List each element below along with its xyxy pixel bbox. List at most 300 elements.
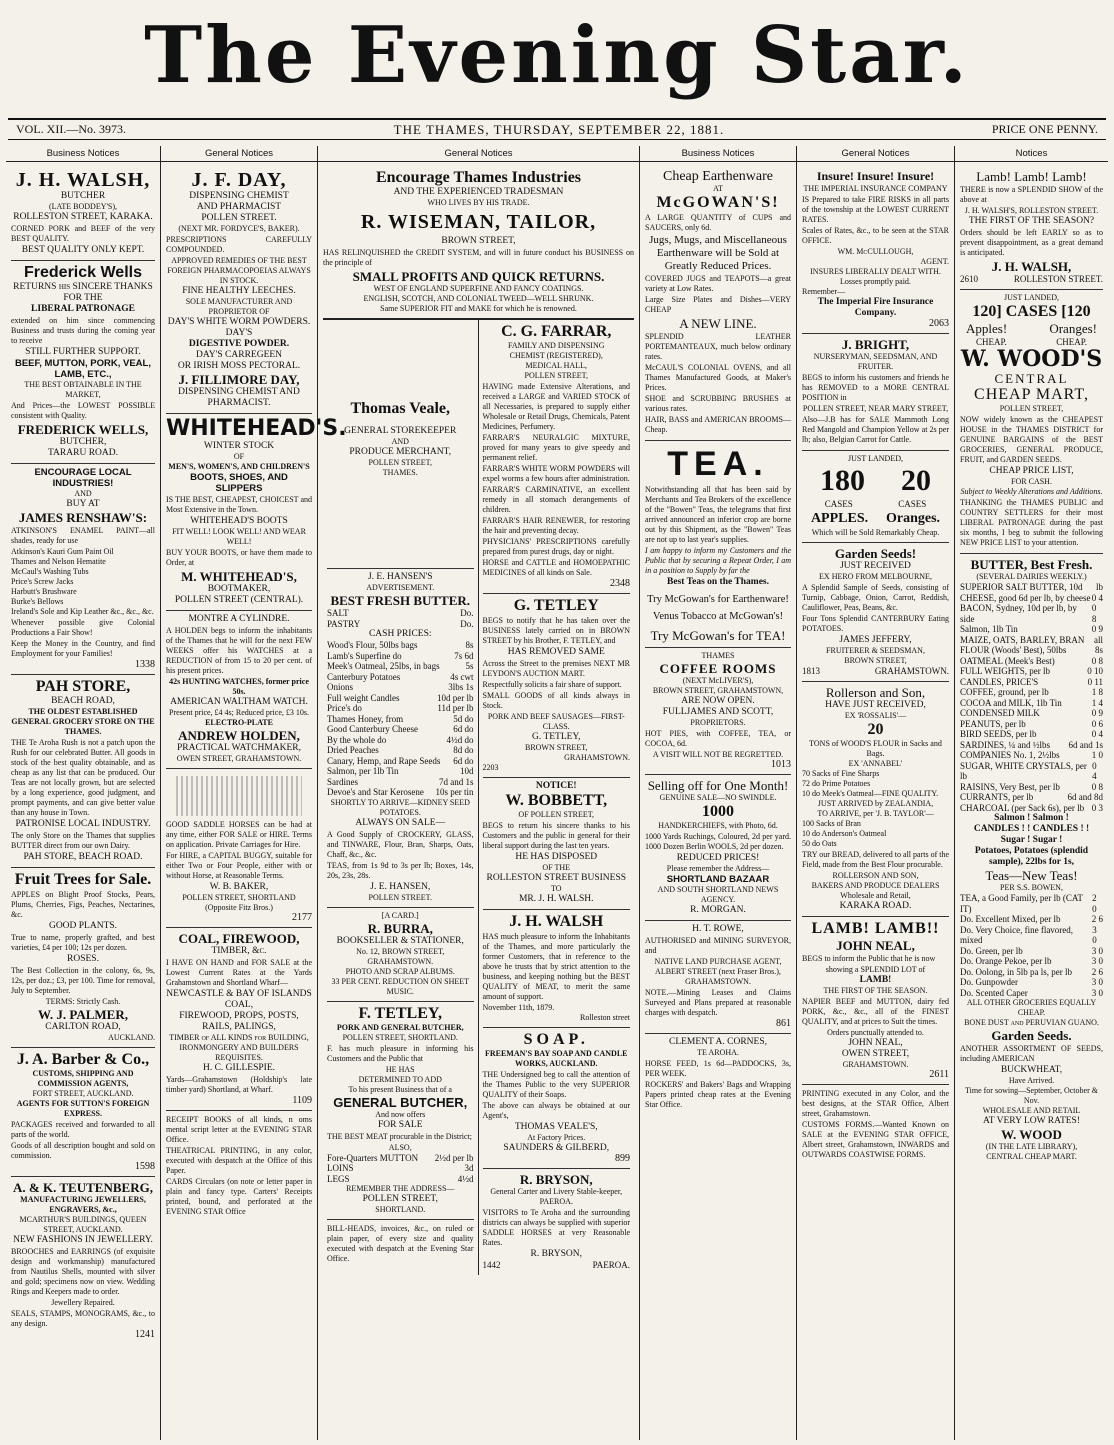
ad-headline: 20 — [867, 720, 884, 738]
ad-line: AND PHARMACIST — [196, 202, 282, 212]
ad-line: Best Teas on the Thames. — [667, 577, 769, 587]
price-value: lb — [1095, 582, 1103, 592]
ad-line: Same SUPERIOR FIT and MAKE for which he is renowned. — [380, 304, 577, 313]
ad-line: Subject to Weekly Alterations and Additions. — [960, 487, 1103, 496]
price-item: Full weight Candles — [327, 692, 400, 703]
ad-line: WM. McCULLOUGH, — [837, 247, 914, 256]
ad-text: ROCKERS' and Bakers' Bags and Wrapping Papers printed cheap rates at the Evening Star Office. — [645, 1080, 791, 1109]
ad-line: THAMES — [701, 651, 735, 660]
ad-text: F. has much pleasure in informing his Customers and the Public that — [327, 1043, 474, 1063]
ad-line: ALL OTHER GROCERIES EQUALLY CHEAP. — [966, 998, 1097, 1017]
price-item: Do. Gunpowder — [960, 977, 1018, 987]
ad-text: HAIR, BASS and AMERICAN BROOMS—Cheap. — [645, 415, 791, 434]
ad-line: POLLEN STREET, NEAR MARY STREET, — [802, 404, 949, 413]
price-item: Salmon, 1lb Tin — [960, 624, 1018, 634]
ad-headline: TEA. — [667, 445, 769, 483]
price-value: 3 0 — [1091, 977, 1103, 987]
ad-line: 33 PER CENT. REDUCTION ON SHEET MUSIC. — [331, 976, 470, 996]
price-value: 8s — [1094, 645, 1103, 655]
ad-line: PATRONISE LOCAL INDUSTRY. — [15, 819, 151, 829]
ad-line: REMEMBER THE ADDRESS— — [346, 1184, 455, 1193]
ad-line: 10 do Anderson's Oatmeal — [802, 828, 887, 838]
ad-line: THE FIRST OF THE SEASON? — [968, 216, 1095, 226]
ad-text: Four Tons Splendid CANTERBURY Eating POTATOES. — [802, 614, 949, 633]
column-heading: Business Notices — [640, 146, 796, 162]
price-row — [327, 1174, 474, 1185]
ad-text: Whenever possible give Colonial Productions a Fair Show! — [11, 618, 155, 637]
ad-text: HORSE FEED, 1s 6d—PADDOCKS, 3s, PER WEEK. — [645, 1059, 791, 1078]
price-item: Do. Excellent Mixed, per lb — [960, 914, 1061, 924]
ad-text: True to name, properly grafted, and best varieties, £4 per 100; 12s per dozen. — [11, 933, 155, 952]
grade-label: PASTRY — [327, 618, 361, 629]
ad-headline: W. WOOD'S — [960, 346, 1103, 372]
ad-line: TIMBER of ALL KINDS for BUILDING, — [169, 1033, 309, 1042]
price-item: Thames Honey, from — [327, 713, 404, 724]
ad-headline: PAH STORE, — [35, 678, 131, 695]
ad-headline: BEST FRESH BUTTER. — [330, 593, 471, 608]
ad-line: FRUITERER & SEEDSMAN, — [826, 646, 925, 655]
price-row — [327, 1153, 474, 1164]
ad-text: IS Prepared to take FIRE RISKS in all parts of the township at the LOWEST CURRENT RATES. — [802, 195, 949, 224]
ad-text: A Good Supply of CROCKERY, GLASS, and TINWARE, Flour, Bran, Sharps, Oats, Chaff, &c., &c. — [327, 829, 474, 859]
cheap-label: CHEAP. — [1056, 336, 1087, 347]
price-row — [960, 803, 1103, 814]
price-value: 0 4 — [1091, 729, 1103, 739]
ad-line: At Factory Prices. — [527, 1133, 586, 1142]
ad-w-wood-price-list — [960, 554, 1103, 1166]
ad-morgan-bazaar — [645, 775, 791, 921]
ad-line: GENUINE SALE—NO SWINDLE. — [659, 793, 777, 802]
price-row — [960, 708, 1103, 719]
ad-line: CHEMIST (REGISTERED), — [509, 351, 603, 360]
ad-text: TEAS, from 1s 9d to 3s per lb; Boxes, 14s, 20s, 23s, 28s. — [327, 860, 474, 880]
ad-line: APPROVED REMEDIES OF THE BEST FOREIGN PHARMACOPOEIAS ALWAYS IN STOCK. — [167, 256, 311, 285]
price-item: Do. Orange Pekoe, per lb — [960, 956, 1052, 966]
ad-line: CARLTON ROAD, — [45, 1022, 121, 1032]
price-value: 10d per lb — [437, 692, 474, 703]
ad-text: NAPIER BEEF and MUTTON, dairy fed PORK, &c., &c., all of the FINEST QUALITY, and at prices to Suit the times. — [802, 996, 949, 1026]
ad-headline: J. F. DAY, — [191, 169, 287, 191]
ad-line: OF POLLEN STREET, — [518, 810, 595, 819]
ad-line: Jugs, Mugs, and Miscellaneous Earthenware will be Sold at Greatly Reduced Prices. — [649, 234, 787, 272]
ad-text: SMALL GOODS of all kinds always in Stock. — [482, 691, 630, 710]
price-value: 4s cwt — [450, 671, 474, 682]
ad-line: BUY AT — [66, 499, 100, 509]
price-list — [327, 1153, 474, 1185]
ad-line: SOLE MANUFACTURER AND PROPRIETOR OF — [185, 297, 293, 316]
ad-text: HORSE and CATTLE and HOMOEPATHIC MEDICINES of all kinds on Sale. — [482, 558, 630, 577]
ad-text: A HOLDEN begs to inform the inhabitants of the Thames that he will for the next FEW WEEKS offer his WATCHES at a REDUCTION of from 15 to 20 per cent. of his present prices. — [166, 626, 312, 675]
ad-line: FORT STREET, AUCKLAND. — [32, 1089, 134, 1098]
ad-headline: Thomas Veale, — [350, 400, 451, 417]
ad-number: 861 — [776, 1018, 791, 1029]
ad-line: W. J. PALMER, — [38, 1007, 128, 1022]
price-value: 4½d — [457, 1173, 474, 1184]
price-item: Do. Scented Caper — [960, 987, 1028, 998]
ad-line: TO — [550, 884, 562, 893]
ad-text: IS THE BEST, CHEAPEST, CHOICEST and Most Extensive in the Town. — [166, 495, 312, 514]
ad-line: GENERAL BUTCHER, — [333, 1094, 468, 1110]
price-row — [960, 719, 1103, 730]
price-row — [327, 651, 474, 662]
ad-number: 1241 — [135, 1329, 155, 1340]
ad-line: BROWN STREET, — [524, 743, 588, 752]
ad-line: WEST OF ENGLAND SUPERFINE AND FANCY COATINGS. — [373, 284, 584, 293]
ad-burra-bookseller — [327, 908, 474, 1002]
column-6 — [955, 146, 1108, 1440]
ad-line: HANDKERCHIEFS, with Photo, 6d. — [658, 821, 778, 830]
masthead — [0, 8, 1114, 103]
ad-james-jeffery-seeds — [802, 543, 949, 682]
ad-line: Potatoes, Potatoes (splendid sample), 22lbs for 1s, — [974, 846, 1089, 867]
ad-line: ARE NOW OPEN. — [681, 696, 755, 706]
price-row — [960, 645, 1103, 656]
price-value: 0 3 — [1091, 802, 1103, 813]
ad-headline: J. BRIGHT, — [841, 337, 910, 352]
ad-w-bobbett — [483, 778, 631, 910]
ad-line: ROLLESTON STREET BUSINESS — [486, 873, 627, 883]
ad-line: BROWN STREET, — [441, 236, 516, 246]
ad-footer-row — [802, 666, 949, 677]
ad-line: 50 do Oats — [802, 838, 837, 848]
ad-text: THERE is now a SPLENDID SHOW of the above at — [960, 185, 1103, 204]
ad-line: PHOTO AND SCRAP ALBUMS. — [345, 966, 455, 976]
price-row — [960, 593, 1103, 604]
ad-line: THE OLDEST ESTABLISHED GENERAL GROCERY STORE ON THE THAMES. — [11, 707, 155, 736]
ad-line: GRAHAMSTOWN. — [564, 753, 630, 762]
ad-line: showing a SPLENDID LOT of — [825, 964, 926, 974]
ad-number: 1338 — [135, 659, 155, 670]
ad-jf-day-chemist — [166, 166, 312, 414]
ad-line: HAS REMOVED SAME — [507, 647, 605, 657]
ad-line: AMERICAN WALTHAM WATCH. — [170, 697, 308, 707]
ad-text: HOT PIES, with COFFEE, TEA, or COCOA, 6d. — [645, 729, 791, 748]
ad-line: IRONMONGERY AND BUILDERS REQUISITES. — [179, 1043, 299, 1062]
ad-headline: WHITEHEAD'S. — [166, 416, 347, 441]
price-row — [960, 656, 1103, 667]
ad-line: Sugar ! Sugar ! — [1000, 835, 1063, 845]
ad-line: GRAHAMSTOWN. — [367, 956, 434, 966]
ad-line: OR IRISH MOSS PECTORAL. — [177, 361, 301, 371]
ad-line: JUST ARRIVED by ZEALANDIA, — [817, 798, 934, 808]
price-value: 2½d per lb — [434, 1152, 474, 1163]
ad-line: BROWN STREET, GRAHAMSTOWN, — [652, 686, 784, 695]
ad-number: 2063 — [929, 318, 949, 329]
ad-line: 10 do Meek's Oatmeal—FINE QUALITY. — [802, 788, 939, 798]
ad-headline: H. T. ROWE, — [692, 924, 744, 934]
price-row — [327, 682, 474, 693]
ad-line: [A CARD.] — [381, 910, 419, 920]
ad-line: MEDICAL HALL, — [525, 361, 587, 370]
price-item: BACON, Sydney, 10d per lb, by side — [960, 603, 1077, 624]
ad-pah-store — [11, 675, 155, 868]
ad-text: Large Size Plates and Dishes—VERY CHEAP — [645, 295, 791, 314]
price-row — [327, 1163, 474, 1174]
price-item: Lamb's Superfine do — [327, 650, 402, 661]
ad-line: MR. J. H. WALSH. — [518, 894, 594, 904]
price-item: Fore-Quarters MUTTON — [327, 1152, 419, 1163]
ad-headline: COFFEE ROOMS — [659, 661, 777, 676]
ad-headline: G. TETLEY — [513, 597, 599, 614]
price-item: TEA, a Good Family, per lb (CAT IT) — [960, 893, 1083, 914]
ad-line: Try McGowan's for Earthenware! — [647, 594, 789, 605]
ad-line: BAKERS AND PRODUCE DEALERS — [811, 880, 940, 890]
price-value: all — [1094, 634, 1103, 645]
ad-line: TERMS: Strictly Cash. — [45, 997, 121, 1006]
ad-line: PORK AND GENERAL BUTCHER, — [336, 1022, 464, 1032]
ad-line: THOMAS VEALE'S, — [514, 1122, 598, 1132]
ad-text: The Best Collection in the colony, 6s, 9s, 12s, per doz.; £3, per 100. Time for removal, July to September. — [11, 966, 155, 995]
ad-text: The above can always be obtained at our Agent's, — [482, 1101, 630, 1120]
ad-headline: Teas—New Teas! — [985, 868, 1078, 883]
ad-line: PAEROA. — [592, 1260, 630, 1270]
ad-line: SHORTLAND. — [375, 1205, 426, 1214]
ad-line: AT — [713, 184, 723, 193]
ad-line: CANDLES ! ! CANDLES ! ! — [973, 824, 1090, 834]
price-row — [327, 703, 474, 714]
ad-barber-co — [11, 1048, 155, 1177]
price-item: COMPANIES No. 1, 2½lbs — [960, 750, 1060, 760]
ad-whitehead-boots — [166, 414, 347, 611]
ad-w-wood-central-mart — [960, 290, 1103, 555]
ad-number: 1013 — [771, 759, 791, 770]
price-value: 3d — [464, 1163, 474, 1173]
price-row — [960, 687, 1103, 698]
ad-line: POLLEN STREET. — [368, 892, 432, 902]
ad-headline: ANDREW HOLDEN, — [178, 728, 300, 743]
ad-line: POLLEN STREET, SHORTLAND — [182, 893, 296, 902]
price-value: 1 8 — [1091, 687, 1103, 697]
ad-line: BONE DUST and PERUVIAN GUANO. — [964, 1018, 1099, 1027]
price-row — [327, 714, 474, 725]
ad-text: Keep the Money in the Country, and find Employment for your Families! — [11, 639, 155, 658]
ad-frederick-wells — [11, 261, 155, 464]
ad-line: NEW FASHIONS IN JEWELLERY. — [13, 1235, 153, 1245]
ad-text: RECEIPT BOOKS of all kinds, n oms mental script letter at the EVENING STAR Office. — [166, 1115, 312, 1144]
ad-line: REDUCED PRICES! — [676, 853, 760, 863]
price-value: 0 4 — [1092, 760, 1097, 781]
price-value: 4½d do — [446, 734, 474, 745]
price-item: FLOUR (Woods' Best), 50lbs — [960, 645, 1067, 655]
ad-line: BOOKSELLER & STATIONER, — [336, 935, 464, 946]
column-3-split — [323, 320, 634, 1275]
ad-line: (NEXT McLIVER'S), — [682, 676, 754, 685]
price-value: 7d and 1s — [439, 776, 474, 787]
ad-line: HE HAS DISPOSED — [515, 852, 598, 862]
ad-number: 899 — [615, 1153, 630, 1164]
ad-line: R. MORGAN. — [690, 905, 746, 915]
price-value: 10d — [460, 766, 474, 776]
ad-line: Atkinson's Kauri Gum Paint Oil — [11, 547, 114, 556]
ad-line: HE HAS — [385, 1064, 415, 1074]
ad-line: STILL FURTHER SUPPORT. — [25, 347, 141, 357]
price-item: Wood's Flour, 50lbs bags — [327, 640, 418, 650]
ad-text: PHYSICIANS' PRESCRIPTIONS carefully prepared from purest drugs, day or night. — [482, 537, 630, 556]
ad-text: FARRAR'S NEURALGIC MIXTURE, proved for many years to give speedy and permanent relief. — [482, 433, 630, 462]
fruit-label: Oranges! — [1049, 320, 1097, 336]
price-value: 7s 6d — [454, 650, 474, 661]
price-row — [960, 750, 1103, 761]
ad-line: SHORTLAND BAZAAR — [666, 874, 770, 885]
ad-text: THE Undersigned beg to call the attention of the Thames Public to the very SUPERIOR QUALITY of their Soaps. — [482, 1070, 630, 1099]
ad-headline: CLEMENT A. CORNES, — [668, 1037, 767, 1047]
ad-line: BEEF, MUTTON, PORK, VEAL, LAMB, ETC., — [14, 358, 151, 380]
ad-headline: COAL, FIREWOOD, — [178, 931, 300, 946]
price-item: SARDINES, ¼ and ½lbs — [960, 739, 1051, 750]
ad-line: And now offers — [375, 1109, 426, 1119]
price-item: CURRANTS, per lb — [960, 792, 1034, 802]
price-item: LEGS — [327, 1173, 350, 1184]
ad-text: NOTE.—Mining Leases and Claims Surveyed and Plans prepared at reasonable charges with despatch. — [645, 988, 791, 1017]
ad-text: HAS RELINQUISHED the CREDIT SYSTEM, and will in future conduct his BUSINESS on the principle of — [323, 248, 634, 267]
ad-headline: J. A. Barber & Co., — [16, 1051, 150, 1068]
price-row — [960, 603, 1103, 624]
ad-line: ROLLESTON STREET. — [1013, 274, 1103, 284]
ad-line: Burke's Bellows — [11, 597, 64, 606]
ad-line: ROLLERSON AND SON, — [832, 870, 919, 880]
ad-line: SAUNDERS & GILBERD, — [503, 1143, 610, 1153]
ad-text: AUTHORISED and MINING SURVEYOR, and — [645, 936, 791, 955]
ad-line: POLLEN STREET, SHORTLAND. — [342, 1032, 458, 1042]
ad-line: RETURNS his SINCERE THANKS FOR THE — [13, 282, 153, 303]
ad-line: POLLEN STREET, — [524, 371, 588, 380]
ad-headline: R. BRYSON, — [519, 1172, 593, 1187]
ad-line: OF THE — [542, 863, 571, 872]
ad-line: General Carter and Livery Stable-keeper, — [490, 1187, 623, 1196]
ad-line: (Opposite Fitz Bros.) — [205, 903, 273, 912]
ad-headline: JAMES RENSHAW'S: — [18, 510, 148, 525]
ad-line: Losses promptly paid. — [840, 277, 911, 286]
price-item: SUGAR, WHITE CRYSTALS, per lb — [960, 760, 1087, 781]
butter-grade-row — [327, 608, 474, 619]
price-value: 6d and 1s — [1068, 739, 1103, 750]
volume-number: VOL. XII.—No. 3973. — [16, 122, 126, 136]
ad-text: extended on him since commencing Business and trusts during the coming year to receive — [11, 316, 155, 345]
ad-line: Wholesale and Retail, — [840, 890, 911, 900]
ad-headline: F. TETLEY, — [358, 1004, 442, 1022]
column-heading: General Notices — [797, 146, 954, 162]
ad-text: FARRAR'S HAIR RENEWER, for restoring the hair and preventing decay. — [482, 516, 630, 535]
ad-text: Scales of Rates, &c., to be seen at the STAR OFFICE. — [802, 226, 949, 245]
ad-line: SHORTLY TO ARRIVE—KIDNEY SEED POTATOES. — [330, 797, 470, 817]
ad-text: 1000 Yards Ruchings, Coloured, 2d per yard. 1000 Dozen Berlin WOOLS, 2d per dozen. — [645, 832, 791, 851]
fruit-row — [960, 321, 1103, 337]
ad-line: TO ARRIVE, per 'J. B. TAYLOR'— — [817, 808, 934, 818]
ad-line: AND — [74, 489, 92, 498]
ad-number: 2203 — [482, 763, 499, 772]
ad-j-bright — [802, 334, 949, 451]
ad-headline: W. BOBBETT, — [505, 792, 608, 809]
ad-text: APPLES on Blight Proof Stocks, Pears, Plums, Cherries, Figs, Peaches, Nectarines, &c. — [11, 890, 155, 919]
ad-text: BUY YOUR BOOTS, or have them made to Order, at — [166, 548, 312, 567]
price-row — [960, 624, 1103, 635]
ad-text: Orders should be left EARLY so as to prevent disappointment, as a great demand is anticipated. — [960, 228, 1103, 257]
ad-line: EX 'ANNABEL' — [848, 758, 903, 768]
ad-headline: M. WHITEHEAD'S, — [181, 569, 297, 584]
horse-carriage-illustration — [176, 776, 302, 816]
column-heading: General Notices — [318, 146, 639, 162]
ad-footer-row — [483, 1260, 631, 1271]
ad-text: BEGS to notify that he has taken over the BUSINESS lately carried on in BROWN STREET by his Brother, F. TETLEY, and — [482, 616, 630, 645]
ad-line: Which will be Sold Remarkably Cheap. — [811, 528, 940, 537]
price-value: 2 6 — [1091, 914, 1103, 924]
ad-line: ENGLISH, SCOTCH, AND COLONIAL TWEED—WELL SHRUNK. — [363, 294, 594, 303]
ad-bill-heads — [327, 1220, 474, 1269]
ad-number: 2177 — [292, 912, 312, 923]
price-row — [960, 967, 1103, 978]
price-item: CHEESE, good 6d per lb, by cheese — [960, 592, 1091, 603]
ad-line: MANUFACTURING JEWELLERS, ENGRAVERS, &c., — [20, 1195, 146, 1214]
ad-line: OWEN STREET, — [841, 1048, 910, 1059]
ad-headline: R. BURRA, — [367, 920, 433, 936]
ad-line: NURSERYMAN, SEEDSMAN, AND FRUITER. — [813, 352, 938, 371]
ad-line: Harbutt's Brushware — [11, 587, 77, 596]
ad-line: NATIVE LAND PURCHASE AGENT, — [654, 957, 782, 966]
ad-line: THAMES. — [382, 468, 418, 477]
price-row — [327, 756, 474, 767]
ad-headline: Frederick Wells — [24, 264, 142, 281]
ad-line: AND THE EXPERIENCED TRADESMAN — [393, 187, 564, 197]
price-row — [327, 661, 474, 672]
ad-headline: Lamb! Lamb! Lamb! — [976, 169, 1087, 184]
ad-line: J. H. WALSH'S, ROLLESTON STREET. — [964, 206, 1099, 215]
ad-text: For HIRE, a CAPITAL BUGGY, suitable for either Two or Four People, either with or without Horse, at Reasonable Terms. — [166, 851, 312, 880]
ad-andrew-holden — [166, 611, 312, 769]
ad-text: PACKAGES received and forwarded to all parts of the world. — [11, 1120, 155, 1139]
ad-line: Ireland's Sole and Kip Leather &c., &c., &c. — [11, 607, 154, 616]
price-item: CHARCOAL (per Sack 6s), per lb — [960, 802, 1085, 813]
ad-number: 1813 — [802, 666, 820, 676]
ad-line: POLLEN STREET. — [201, 213, 277, 223]
ad-line: JUST LANDED, — [848, 454, 903, 463]
ad-text: And Prices—the LOWEST POSSIBLE consistent with Quality. — [11, 401, 155, 420]
ad-line: AGENTS FOR SUTTON'S FOREIGN EXPRESS. — [16, 1099, 150, 1118]
price-value: 3 0 — [1091, 956, 1103, 966]
ad-line: 100 Sacks of Bran — [802, 818, 861, 828]
column-3-left — [323, 320, 479, 1275]
ad-number: 1598 — [135, 1161, 155, 1172]
ad-line: Try McGowan's for TEA! — [650, 628, 786, 643]
ad-line: OF — [233, 452, 245, 461]
price: PRICE ONE PENNY. — [991, 122, 1098, 136]
ad-line: PER S.S. BOWEN, — [1000, 883, 1063, 892]
price-value: 11d per lb — [437, 703, 474, 713]
ad-line: THE IMPERIAL INSURANCE COMPANY — [803, 184, 948, 193]
price-row — [327, 777, 474, 788]
ad-printing-notices — [166, 1111, 312, 1222]
ad-text: Yards—Grahamstown (Holdship's late timber yard) Shortland, at Wharf. — [166, 1075, 312, 1094]
ad-cg-farrar — [483, 320, 631, 594]
ad-text: CUSTOMS FORMS.—Wanted Known on SALE at the EVENING STAR OFFICE, Albert street, Grahamstown, INWARDS and OUTWARDS COASTWISE FORMS. — [802, 1119, 949, 1159]
ad-line: November 11th, 1879. — [482, 1003, 555, 1012]
price-row — [327, 766, 474, 777]
cheap-label: CHEAP. — [976, 336, 1007, 347]
ad-line: Present price, £4 4s; Reduced price, £3 10s. — [169, 708, 309, 717]
ad-headline: J. H. WALSH — [509, 913, 604, 930]
ad-number: 1442 — [482, 1260, 501, 1270]
price-value: 0 4 — [1091, 592, 1103, 603]
ad-jh-walsh-notice — [483, 910, 631, 1028]
price-value: 5s — [465, 661, 474, 671]
price-item: Canterbury Potatoes — [327, 671, 401, 682]
ad-line: JOHN NEAL, — [848, 1037, 903, 1048]
ad-text: NOW widely known as the CHEAPEST HOUSE in the THAMES DISTRICT for GENUINE BARGAINS of the BEST GROCERIES, GENERAL PRODUCE, FRUIT, and GARDEN SEEDS. — [960, 415, 1103, 464]
price-row — [327, 672, 474, 683]
ad-soap-works — [483, 1028, 631, 1169]
ad-headline: SOAP. — [523, 1031, 589, 1048]
ad-line: DISPENSING CHEMIST AND PHARMACIST. — [178, 387, 300, 408]
price-item: OATMEAL (Meek's Best) — [960, 655, 1055, 666]
